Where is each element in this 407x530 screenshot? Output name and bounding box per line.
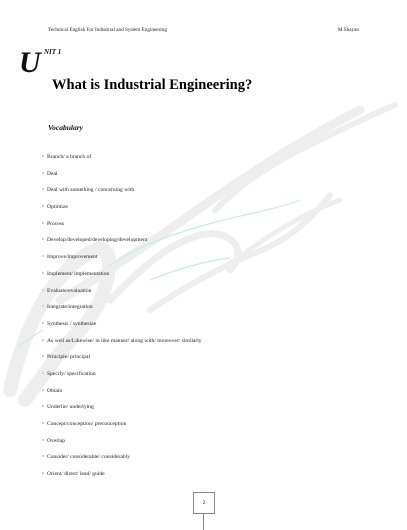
bullet-icon [42, 172, 44, 174]
list-item: Orient/ direct/ lead/ guide [42, 468, 202, 485]
bullet-icon [42, 405, 44, 407]
list-item: Synthesis / synthesize [42, 318, 202, 335]
list-item: Branch/ a branch of [42, 151, 202, 168]
bullet-icon [42, 205, 44, 207]
bullet-icon [42, 222, 44, 224]
page-number-stem [203, 513, 204, 530]
list-item: Develop/developed/developing/development [42, 234, 202, 251]
list-item: Evaluate/evaluation [42, 285, 202, 302]
unit-label: NIT 1 [44, 48, 62, 56]
vocabulary-list [42, 151, 202, 485]
bullet-icon [42, 355, 44, 357]
list-item: Underlie/ underlying [42, 401, 202, 418]
list-item: Optimize [42, 201, 202, 218]
bullet-icon [42, 389, 44, 391]
header-book-title: Technical English For Industrial and System Engineering [48, 27, 167, 33]
bullet-icon [42, 372, 44, 374]
list-item: Process [42, 218, 202, 235]
bullet-icon [42, 155, 44, 157]
list-item: Consider/ considerable/ considerably [42, 451, 202, 468]
bullet-icon [42, 339, 44, 341]
list-item: Improve/improvement [42, 251, 202, 268]
bullet-icon [42, 322, 44, 324]
bullet-icon [42, 238, 44, 240]
bullet-icon [42, 305, 44, 307]
page-number: 2 [193, 492, 215, 514]
bullet-icon [42, 188, 44, 190]
unit-initial-letter: U [19, 46, 41, 79]
bullet-icon [42, 439, 44, 441]
bullet-icon [42, 455, 44, 457]
list-item: Principle/ principal [42, 351, 202, 368]
bullet-icon [42, 255, 44, 257]
list-item: Deal [42, 168, 202, 185]
list-item: Overlap [42, 435, 202, 452]
list-item: Concept/conception/ preconception [42, 418, 202, 435]
list-item: Obtain [42, 385, 202, 402]
bullet-icon [42, 422, 44, 424]
page-title: What is Industrial Engineering? [52, 77, 253, 93]
list-item: Implement/ implementation [42, 268, 202, 285]
list-item: As well as/Likewise/ in like manner/ along with/ moreover/ similarly [42, 335, 202, 352]
bullet-icon [42, 472, 44, 474]
page-header [48, 27, 359, 37]
list-item: Specify/ specification [42, 368, 202, 385]
section-heading: Vocabulary [48, 123, 84, 132]
list-item: Integrate/integration [42, 301, 202, 318]
bullet-icon [42, 289, 44, 291]
list-item: Deal with something / concerning with [42, 184, 202, 201]
header-author: M.Shayan [337, 27, 359, 33]
bullet-icon [42, 272, 44, 274]
